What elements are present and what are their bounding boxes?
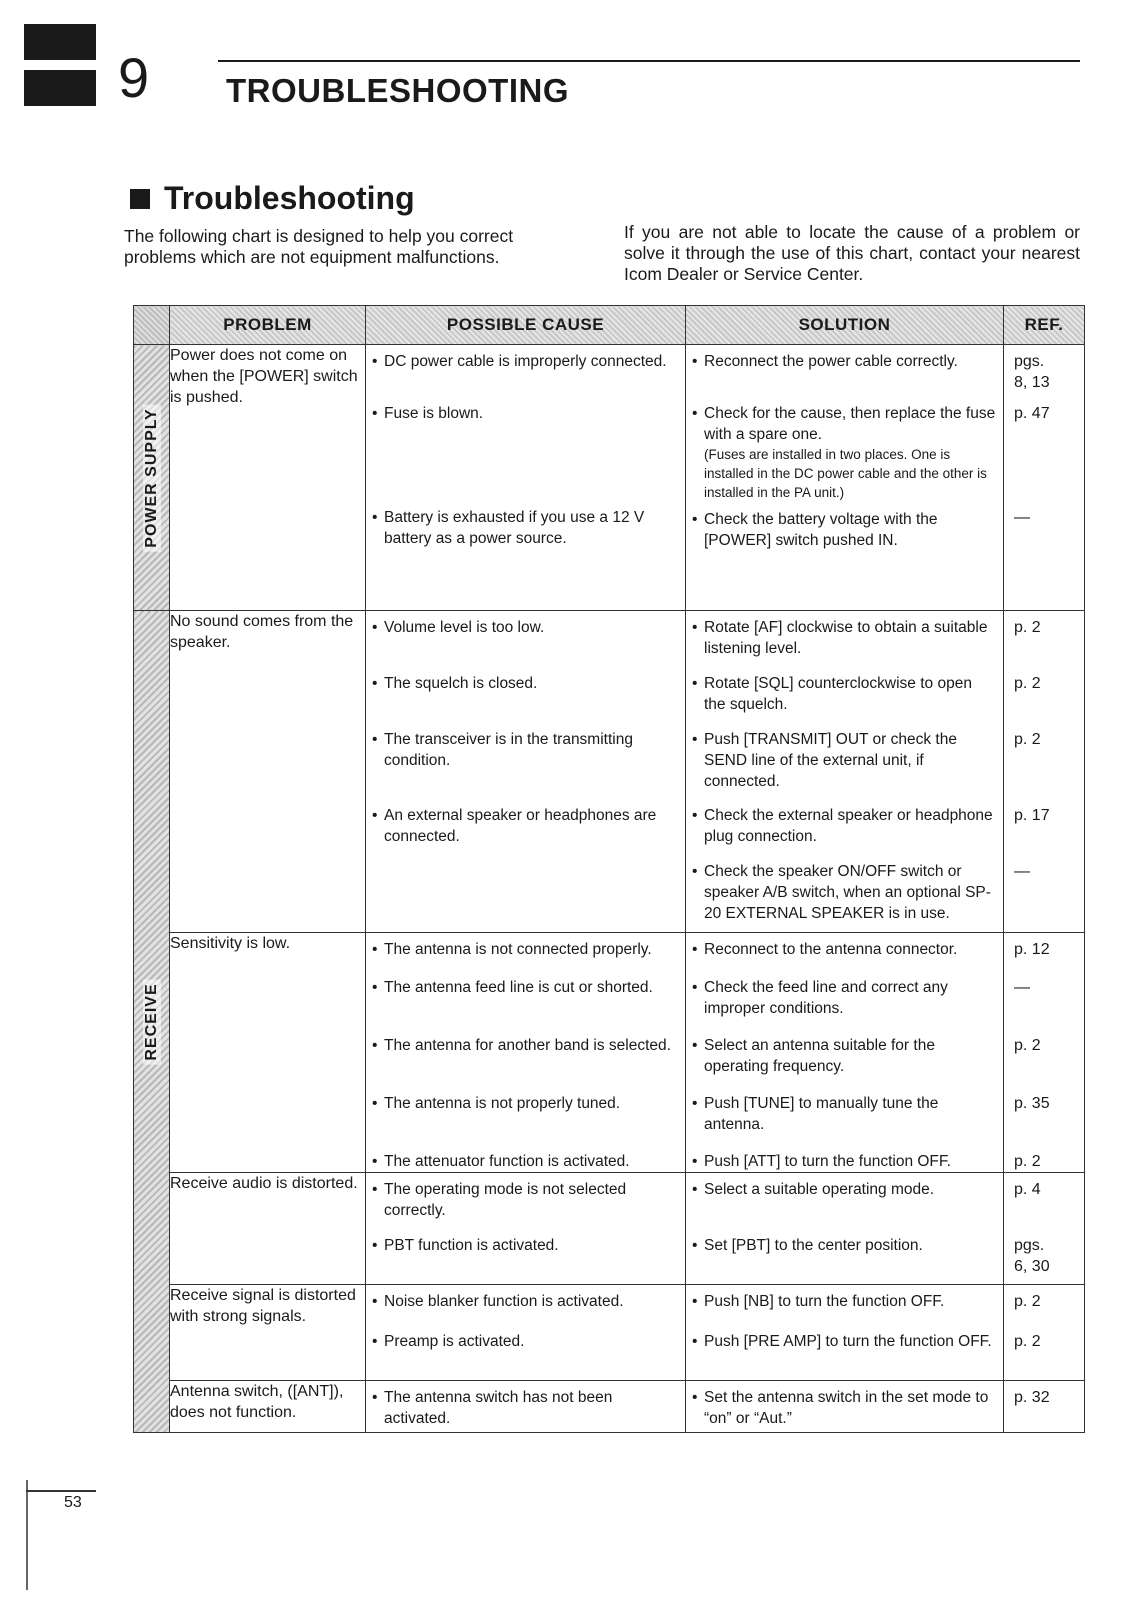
solution-item: • Reconnect the power cable correctly. xyxy=(686,345,1003,397)
solution-item: • Push [TRANSMIT] OUT or check the SEND line of the external unit, if connected. xyxy=(686,723,1003,799)
table-row xyxy=(134,611,1085,933)
solution-cell xyxy=(686,1173,1004,1285)
ref-item: p. 2 xyxy=(1014,675,1041,692)
cause-item: • The antenna is not properly tuned. xyxy=(366,1087,685,1145)
category-label: POWER SUPPLY xyxy=(143,404,161,551)
cause-item: • The attenuator function is activated. xyxy=(366,1145,685,1172)
cause-item: • The operating mode is not selected correctly. xyxy=(366,1173,685,1229)
cause-item: • The antenna feed line is cut or shorted. xyxy=(366,971,685,1029)
cause-item: • PBT function is activated. xyxy=(366,1229,685,1256)
ref-item: — xyxy=(1014,863,1030,880)
ref-item: p. 12 xyxy=(1014,941,1050,958)
solution-item: • Select a suitable operating mode. xyxy=(686,1173,1003,1229)
category-label: RECEIVE xyxy=(143,979,161,1064)
header-possible-cause: POSSIBLE CAUSE xyxy=(366,306,686,345)
problem-cell: Receive signal is distorted with strong signals. xyxy=(170,1285,366,1381)
margin-rule xyxy=(26,1480,28,1590)
solution-item: • Rotate [SQL] counterclockwise to open the squelch. xyxy=(686,667,1003,723)
cause-item: • Noise blanker function is activated. xyxy=(366,1285,685,1325)
ref-item: p. 2 xyxy=(1014,1333,1041,1350)
solution-cell xyxy=(686,1381,1004,1433)
ref-cell xyxy=(1004,1381,1085,1433)
ref-item: pgs. 8, 13 xyxy=(1014,353,1050,391)
section-title: Troubleshooting xyxy=(164,180,415,216)
ref-item: p. 2 xyxy=(1014,731,1041,748)
chapter-tab-marker-bottom xyxy=(24,70,96,106)
header-solution: SOLUTION xyxy=(686,306,1004,345)
solution-item: • Set the antenna switch in the set mode to “on” or “Aut.” xyxy=(686,1381,1003,1429)
solution-item: • Push [PRE AMP] to turn the function OFF. xyxy=(686,1325,1003,1352)
problem-cell: Receive audio is distorted. xyxy=(170,1173,366,1285)
ref-item: p. 35 xyxy=(1014,1095,1050,1112)
cause-item: • The antenna switch has not been activated. xyxy=(366,1381,685,1429)
cause-cell xyxy=(366,1173,686,1285)
cause-cell xyxy=(366,933,686,1173)
ref-item: p. 4 xyxy=(1014,1181,1041,1198)
page-number: 53 xyxy=(64,1494,82,1511)
problem-cell: Power does not come on when the [POWER] switch is pushed. xyxy=(170,345,366,611)
problem-cell: Antenna switch, ([ANT]), does not function. xyxy=(170,1381,366,1433)
ref-item: p. 2 xyxy=(1014,619,1041,636)
ref-cell xyxy=(1004,611,1085,933)
ref-cell xyxy=(1004,933,1085,1173)
solution-cell xyxy=(686,345,1004,611)
cause-item: • Fuse is blown. xyxy=(366,397,685,501)
solution-item: • Check the battery voltage with the [POWER] switch pushed IN. xyxy=(686,503,1003,551)
cause-item: • The squelch is closed. xyxy=(366,667,685,723)
intro-left-paragraph: The following chart is designed to help you correct problems which are not equipment malfunctions. xyxy=(124,226,514,267)
table-row xyxy=(134,933,1085,1173)
ref-item: p. 2 xyxy=(1014,1037,1041,1054)
solution-item: • Check the feed line and correct any improper conditions. xyxy=(686,971,1003,1029)
cause-item: • Volume level is too low. xyxy=(366,611,685,667)
ref-item: p. 2 xyxy=(1014,1153,1041,1170)
solution-item: • Push [NB] to turn the function OFF. xyxy=(686,1285,1003,1325)
solution-item: • Set [PBT] to the center position. xyxy=(686,1229,1003,1256)
solution-cell xyxy=(686,933,1004,1173)
cause-item: • The transceiver is in the transmitting condition. xyxy=(366,723,685,799)
chapter-number: 9 xyxy=(118,46,150,109)
solution-item: • Check for the cause, then replace the fuse with a spare one. xyxy=(686,397,1003,445)
solution-item: • Check the speaker ON/OFF switch or speaker A/B switch, when an optional SP-20 EXTERNAL SPEAKER is in use. xyxy=(686,855,1003,924)
ref-item: p. 47 xyxy=(1014,405,1050,422)
category-cell-power-supply xyxy=(134,345,170,611)
problem-cell: Sensitivity is low. xyxy=(170,933,366,1173)
cause-cell xyxy=(366,1285,686,1381)
ref-item: — xyxy=(1014,979,1030,996)
header-ref: REF. xyxy=(1004,306,1085,345)
ref-item: p. 32 xyxy=(1014,1389,1050,1406)
solution-item: • Check the external speaker or headphone plug connection. xyxy=(686,799,1003,855)
table-row xyxy=(134,345,1085,611)
table-row xyxy=(134,1285,1085,1381)
cause-cell xyxy=(366,345,686,611)
cause-item: • Battery is exhausted if you use a 12 V battery as a power source. xyxy=(366,501,685,549)
solution-item: • Reconnect to the antenna connector. xyxy=(686,933,1003,971)
header-category xyxy=(134,306,170,345)
category-cell-receive xyxy=(134,611,170,1433)
troubleshooting-table xyxy=(133,305,1085,1433)
section-heading xyxy=(130,180,415,217)
solution-cell xyxy=(686,1285,1004,1381)
chapter-tab-marker-top xyxy=(24,24,96,60)
header-problem: PROBLEM xyxy=(170,306,366,345)
solution-item: • Push [TUNE] to manually tune the antenna. xyxy=(686,1087,1003,1145)
ref-cell xyxy=(1004,345,1085,611)
ref-item: pgs. 6, 30 xyxy=(1014,1237,1050,1275)
table-row xyxy=(134,1173,1085,1285)
table-header-row xyxy=(134,306,1085,345)
ref-item: p. 17 xyxy=(1014,807,1050,824)
chapter-title: TROUBLESHOOTING xyxy=(226,72,569,109)
cause-cell xyxy=(366,1381,686,1433)
ref-item: p. 2 xyxy=(1014,1293,1041,1310)
cause-item: • The antenna for another band is selected. xyxy=(366,1029,685,1087)
cause-item: • The antenna is not connected properly. xyxy=(366,933,685,971)
page-number-rule xyxy=(26,1490,96,1492)
ref-cell xyxy=(1004,1285,1085,1381)
table-row xyxy=(134,1381,1085,1433)
ref-cell xyxy=(1004,1173,1085,1285)
cause-item: • An external speaker or headphones are connected. xyxy=(366,799,685,847)
problem-cell: No sound comes from the speaker. xyxy=(170,611,366,933)
ref-item: — xyxy=(1014,509,1030,526)
solution-item: • Select an antenna suitable for the operating frequency. xyxy=(686,1029,1003,1087)
intro-right-paragraph: If you are not able to locate the cause of a problem or solve it through the use of this chart, contact your nearest Icom Dealer or Service Center. xyxy=(624,222,1080,284)
solution-cell xyxy=(686,611,1004,933)
square-bullet-icon xyxy=(130,189,150,209)
solution-note: (Fuses are installed in two places. One is installed in the DC power cable and the other is installed in the PA unit.) xyxy=(704,447,987,500)
solution-item: • Rotate [AF] clockwise to obtain a suitable listening level. xyxy=(686,611,1003,667)
cause-cell xyxy=(366,611,686,933)
chapter-rule xyxy=(218,60,1080,62)
solution-item: • Push [ATT] to turn the function OFF. xyxy=(686,1145,1003,1172)
cause-item: • DC power cable is improperly connected. xyxy=(366,345,685,397)
cause-item: • Preamp is activated. xyxy=(366,1325,685,1352)
